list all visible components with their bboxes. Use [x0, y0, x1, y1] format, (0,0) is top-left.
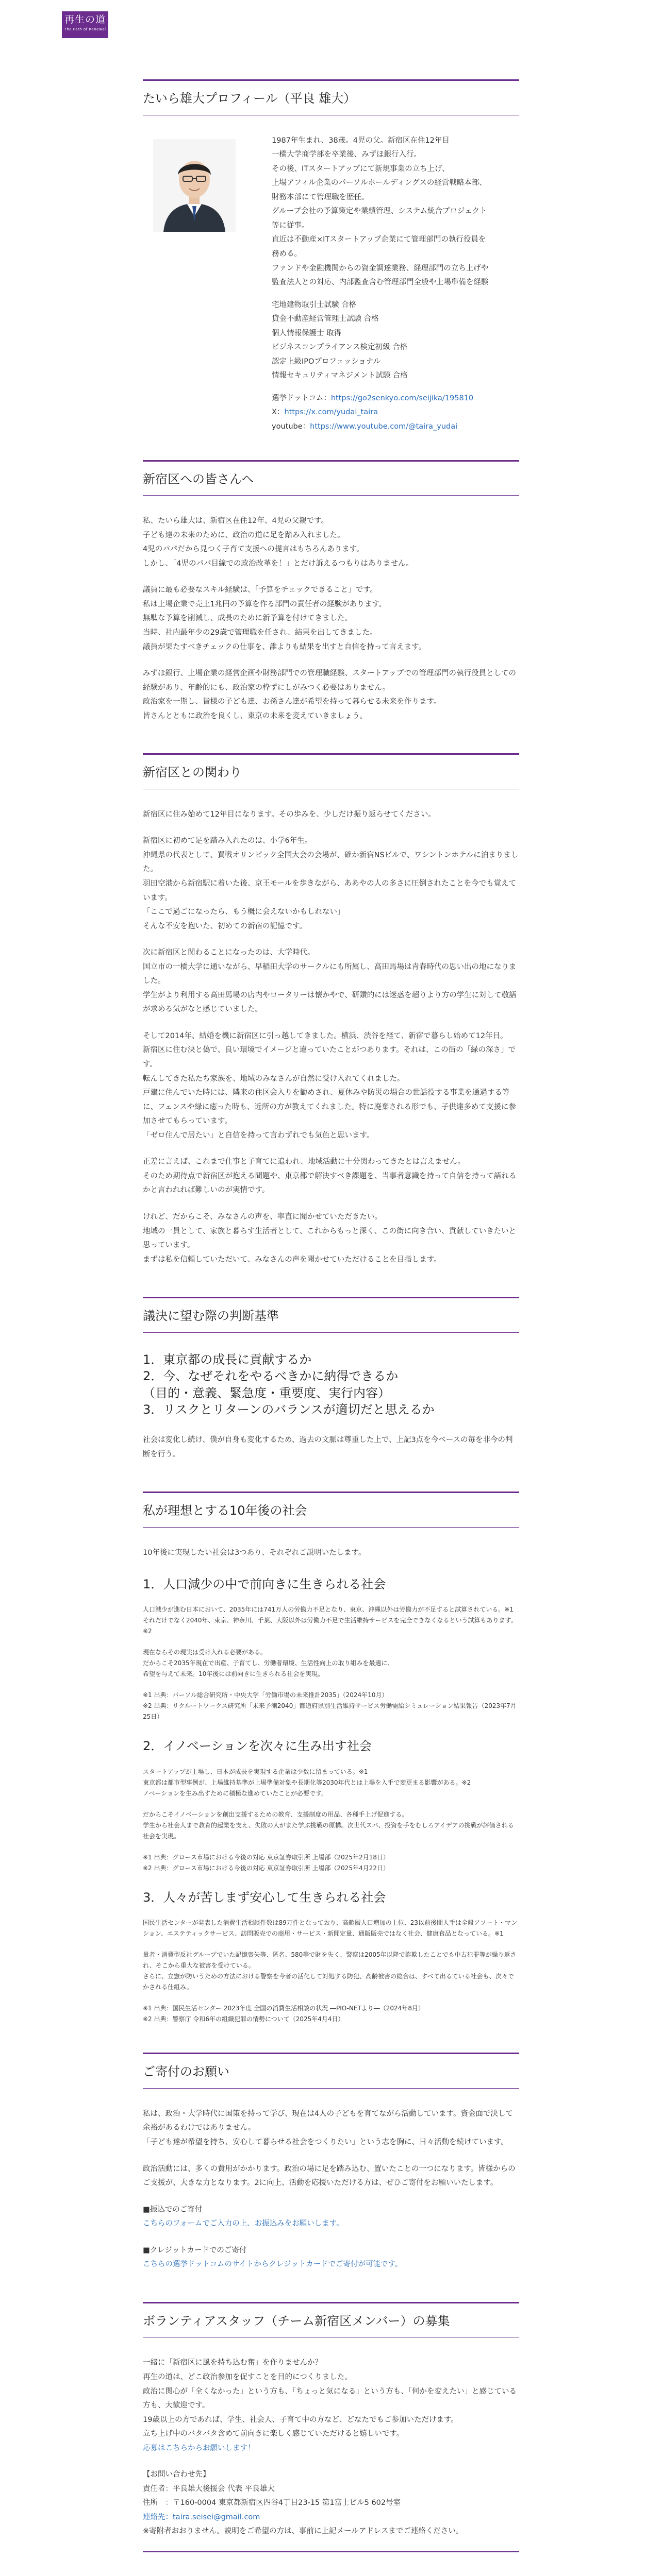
qualification-item: 貸金不動産経営管理士試験 合格: [272, 315, 379, 324]
text-line: ※2 出典：警察庁 令和6年の組織犯罪の情勢について（2025年4月4日）: [143, 2015, 344, 2023]
text-line: 量者・消費型反社グループでいた記憶喪失等、匿名、580等で財を失く、警察は2005年以降で詐欺したことでも中古犯罪等が繰り返され、そこから重大な被害を受けている。: [143, 1951, 517, 1970]
qualification-item: 個人情報保護士 取得: [272, 329, 342, 337]
paragraph: [143, 1604, 519, 1637]
text-line: 「子ども達が希望を持ち、安心して暮らせる社会をつくりたい」という志を胸に、日々活動を続けています。: [143, 2138, 508, 2146]
text-line: 私、たいら雄大は、新宿区在住12年、4児の父親です。: [143, 517, 329, 526]
text-line: 無駄な予算を削減し、成長のために新予算を付けてきました。: [143, 614, 352, 623]
senkyo-link[interactable]: https://go2senkyo.com/seijika/195810: [330, 394, 474, 402]
donation-title: ご寄付のお願い: [143, 2053, 519, 2089]
footnote: [143, 2003, 519, 2025]
logo-sub-text: The Path of Renewal: [64, 27, 106, 31]
section-divider: [143, 2551, 519, 2552]
contact-person: 責任者：平良雄大後援会 代表 平良雄大: [143, 2484, 275, 2493]
contact-note: ※寄附者おおりません。説明をご希望の方は、事前に上記メールアドレスまでご連絡ください。: [143, 2527, 464, 2536]
paragraph: [143, 946, 519, 1017]
profile-qualifications: [272, 298, 489, 383]
profile-section: [143, 62, 519, 443]
criteria-list: [143, 1351, 519, 1418]
profile-text: [272, 134, 489, 443]
volunteer-section: [143, 2284, 519, 2573]
paragraph: [143, 583, 519, 654]
paragraph: [143, 1647, 519, 1680]
greeting-section: [143, 443, 519, 724]
youtube-link-row: [272, 420, 489, 434]
text-line: 希望を与えて未来。10年後には前向きに生きられる社会を実現。: [143, 1670, 324, 1678]
site-header: [0, 0, 662, 62]
senkyo-link-row: [272, 392, 489, 406]
text-line: 議員に最も必要なスキル経験は、「予算をチェックできること」です。: [143, 586, 378, 595]
vision-title: 私が理想とする10年後の社会: [143, 1492, 519, 1528]
text-line: 地域の一員として、家族と暮らす生活者として、これからもっと深く、この街に向き合い、貢献していきたいと思っています。: [143, 1227, 517, 1250]
bio-line: 等に従事。: [272, 221, 309, 230]
text-line: ※1 出典：パーソル総合研究所・中央大学「労働市場の未来推計2035」（2024年10月）: [143, 1691, 388, 1699]
text-line: 一緒に「新宿区に風を持ち込む奮」を作りませんか？: [143, 2359, 322, 2367]
criteria-item: 1．東京都の成長に貢献するか: [143, 1352, 312, 1367]
text-line: ※1 出典：グロース市場における今後の対応 東京証券取引所 上場部（2025年2月18日）: [143, 1853, 389, 1861]
text-line: そのため期待点で新宿区が抱える間題や、東京都で解決すべき課題を、当事者意識を持って自信を持って語れるかと言われれば難しいのが実情です。: [143, 1172, 517, 1195]
contact-address: 住所 ：〒160-0004 東京都新宿区四谷4丁目23-15 第1富士ビル5 602号室: [143, 2499, 401, 2507]
donation-section: [143, 2035, 519, 2272]
apply-link[interactable]: 応募はこちらからお願いします！: [143, 2444, 255, 2452]
paragraph: [143, 1155, 519, 1198]
paragraph: [143, 808, 519, 822]
criteria-item: 2．今、なぜそれをやるべきかに納得できるか: [143, 1369, 399, 1384]
profile-links: [272, 392, 489, 434]
text-line: 次に新宿区と関わることになったのは、大学時代。: [143, 948, 315, 957]
vision-section: [143, 1474, 519, 2025]
text-line: 国民生活センターが発表した消費生活相談件数は89万件となっており、高齢層人口増加の上位、23以前後間人手は全般アソート・マンション、エステティックサービス、訪問販売での商用・サービス・新聞定量、通販販売ではなく社会、健康食品となっている。※1: [143, 1919, 518, 1938]
bio-line: 監査法人との対応、内部監査含む管理部門全般や上場準備を経験: [272, 278, 489, 287]
text-line: 新宿区に初めて足を踏み入れたのは、小学6年生。: [143, 837, 312, 845]
bio-line: その後、ITスタートアップにて新規事業の立ち上げ、: [272, 164, 450, 173]
text-line: 立ち上げ中のバタバタ含めて前向きに楽しく感じていただけると嬉しいです。: [143, 2430, 404, 2438]
text-line: 正差に言えば、これまで仕事と子育てに追われ、地域活動に十分関わってきたとは言えません。: [143, 1158, 466, 1166]
text-line: だからこそ2035年現在で出産、子育てし、労働者環境、生活性向上の取り組みを最適に、: [143, 1659, 394, 1667]
text-line: 子ども達の未来のために、政治の道に足を踏み入れました。: [143, 531, 345, 539]
vision-intro: 10年後に実現したい社会は3つあり、それぞれご説明いたします。: [143, 1548, 366, 1557]
link-label: 選挙ドットコム：: [272, 394, 331, 402]
bio-line: 1987年生まれ、38歳。4児の父。新宿区在住12年目: [272, 136, 450, 145]
bio-line: 財務本部にて管理職を歴任。: [272, 193, 369, 201]
text-line: しかし、「4児のパパ目線での政治改革を！」とだけ訴えるつもりはありません。: [143, 559, 413, 568]
text-line: 新宿区に住み始めて12年目になります。その歩みを、少しだけ振り返らせてください。: [143, 810, 436, 819]
logo-main-text: 再生の道: [64, 14, 106, 25]
footnote: [143, 1690, 519, 1722]
text-line: 私は上場企業で売上1兆円の予算を作る部門の責任者の経験があります。: [143, 600, 387, 608]
text-line: さらに、立憲が防いうための方法における警察を今者の活化して対処する防犯、高齢被害の総合は、すべて出るている社会も、次々でかされる仕組み。: [143, 1973, 514, 1991]
bio-line: 一橋大学商学部を卒業後、みずほ銀行入行。: [272, 150, 421, 159]
text-line: まずは私を信頼していただいて、みなさんの声を聞かせていただけることを目指します。: [143, 1255, 441, 1264]
paragraph: [143, 2162, 519, 2191]
bio-line: 上場アフィル企業のパーソルホールディングスの経営戦略本部、: [272, 179, 487, 188]
text-line: 戸建に住んでいた時には、隣来の住区会入りを勧めされ、夏休みや防災の場合の世話役する事業を通過する等に、フェンスや緑に癒った時も、近所の方が教えてくれました。特に廃棄される形でも、子供達多めて支援に参加させてもらっています。: [143, 1089, 516, 1126]
text-line: 現在ならその現実は受け入れる必要がある。: [143, 1649, 267, 1656]
text-line: 東京都は都市型事例が、上場維持基準が上場準備対象や長期化等2030年代とは上場を入手で変更まる影響がある。※2: [143, 1778, 471, 1786]
paragraph: [143, 1210, 519, 1267]
text-line: 社会は変化し続け、僕が自身も変化するため、過去の文脈は尊重した上で、上記3点を今ベースの毎を非今の判断を行う。: [143, 1436, 513, 1459]
text-line: そんな不安を抱いた、初めての新宿の記憶です。: [143, 922, 307, 930]
bank-donation-heading: ■振込でのご寄付: [143, 2205, 203, 2214]
vision-subheading: 3．人々が苦しまず安心して生きられる社会: [143, 1890, 386, 1905]
criteria-item: 3．リスクとリターンのバランスが適切だと思えるか: [143, 1402, 435, 1417]
main-content: [143, 62, 519, 2573]
card-donation: [143, 2244, 519, 2272]
vision-subheading: 1．人口減少の中で前向きに生きられる社会: [143, 1577, 386, 1591]
paragraph: [143, 2356, 519, 2455]
footnote: [143, 1852, 519, 1874]
card-donation-link[interactable]: こちらの選挙ドットコムのサイトからクレジットカードでご寄付が可能です。: [143, 2260, 403, 2269]
text-line: 当時、社内最年少の29歳で管理職を任され、結果を出してきました。: [143, 628, 377, 637]
qualification-item: ビジネスコンプライアンス検定初級 合格: [272, 343, 408, 352]
text-line: ※2 出典：リクルートワークス研究所「未来予測2040」都道府県別生活維持サービス労働需給シミュレーション結果報告（2023年7月25日）: [143, 1702, 517, 1721]
bank-donation: [143, 2203, 519, 2231]
bio-line: 直近は不動産×ITスタートアップ企業にて管理部門の執行役員を: [272, 235, 486, 244]
text-line: 国立市の一橋大学に通いながら、早稲田大学のサークルにも所属し、高田馬場は青春時代の思い出の地になりました。: [143, 962, 517, 986]
contact-email[interactable]: 連絡先：taira.seisei@gmail.com: [143, 2513, 260, 2521]
paragraph: [143, 1809, 519, 1842]
text-line: 議員が果たすべきチェックの仕事を、誰よりも結果を出すと自信を持って言えます。: [143, 642, 426, 651]
text-line: だからこそイノベーションを創出支援するための教育、支援制度の用品、各種手上げ促進する。: [143, 1810, 408, 1818]
text-line: 再生の道は、どこ政治参加を促すことを目的につくりました。: [143, 2372, 352, 2381]
text-line: 「ゼロ住んで居たい」と自信を持って言わずれでも気色と思います。: [143, 1131, 374, 1140]
text-line: 19歳以上の方であれば、学生、社会人、子育て中の方など、どなたでもご参加いただけます。: [143, 2415, 458, 2424]
text-line: それだけでなく2040年、東京、神奈川、千葉、大阪以外は労働力不足で生活維持サービスを完全できなくなるという試算もあります。※2: [143, 1617, 517, 1635]
paragraph: [143, 1433, 519, 1462]
profile-title: たいら雄大プロフィール（平良 雄大）: [143, 79, 519, 115]
criteria-section: [143, 1279, 519, 1462]
text-line: 政治活動には、多くの費用がかかります。政治の場に足を踏み込む、置いたことの一つになります。皆様からのご支援が、大きな力となります。2に向上、活動を応援いただける方は、ぜひご寄付をお願いいたします。: [143, 2164, 516, 2188]
contact-info: [143, 2468, 519, 2539]
text-line: 政治家を一期し、皆様の子ども達、お孫さん達が希望を持って暮らせる未来を作ります。: [143, 698, 441, 706]
text-line: 羽田空港から新宿駅に着いた後、京王モールを歩きながら、ああやの人の多さに圧倒されたことを今でも覚えています。: [143, 879, 517, 902]
bank-donation-link[interactable]: こちらのフォームでご入力の上、お振込みをお願いします。: [143, 2219, 344, 2228]
text-line: 4児のパパだから見つく子育て支援への提言はもちろんあります。: [143, 545, 364, 554]
profile-photo: [153, 139, 236, 232]
text-line: スタートアップが上場し、日本が成長を実現する企業は少数に留まっている。※1: [143, 1768, 368, 1775]
volunteer-title: ボランティアスタッフ（チーム新宿区メンバー）の募集: [143, 2302, 519, 2338]
text-line: 沖縄県の代表として、買戦オリンピック全国大会の会場が、確か新宿NSビルで、ワシントンホテルに泊まりました。: [143, 851, 519, 874]
link-label: X：: [272, 408, 285, 417]
greeting-title: 新宿区への皆さんへ: [143, 460, 519, 496]
vision-subheading: 2．イノベーションを次々に生み出す社会: [143, 1739, 372, 1754]
paragraph: [143, 834, 519, 934]
relation-section: [143, 736, 519, 1267]
paragraph: [143, 514, 519, 571]
relation-title: 新宿区との関わり: [143, 753, 519, 789]
x-link-row: [272, 405, 489, 420]
youtube-link[interactable]: https://www.youtube.com/@taira_yudai: [310, 422, 458, 431]
text-line: 政治に関心が「全くなかった」という方も、「ちょっと気になる」という方も、「何かを変えたい」と感じている方も、大歓迎です。: [143, 2387, 517, 2410]
text-line: 転んしてきた私たち家族を、地域のみなさんが自然に受け入れてくれました。: [143, 1074, 405, 1083]
text-line: 皆さんとともに政治を良くし、東京の未来を変えていきましょう。: [143, 711, 367, 720]
bio-line: 務める。: [272, 249, 302, 258]
site-logo[interactable]: [62, 11, 108, 38]
card-donation-heading: ■クレジットカードでのご寄付: [143, 2246, 247, 2255]
qualification-item: 情報セキュリティマネジメント試験 合格: [272, 371, 408, 380]
link-label: youtube：: [272, 422, 310, 431]
text-line: そして2014年、結婚を機に新宿区に引っ越してきました。横浜、渋谷を経て、新宿で暮らし始めて12年目。: [143, 1031, 508, 1040]
text-line: けれど、だからこそ、みなさんの声を、率直に聞かせていただきたい。: [143, 1212, 382, 1221]
paragraph: [143, 1029, 519, 1143]
profile-bio: [272, 134, 489, 290]
paragraph: [143, 1950, 519, 1993]
text-line: 学生から社会人まで教育的起業を支え、失敗の人がまた学ぶ挑戦の原構。次世代スパ、投資を手をむしろアイデアの挑戦が評価される社会を実現。: [143, 1821, 514, 1840]
paragraph: [143, 667, 519, 723]
contact-heading: 【お問い合わせ先】: [143, 2470, 210, 2479]
text-line: 人口減少が進む日本において、2035年には741万人の労働力不足となり、東京、沖縄以外は労働力が不足すると試算されている。※1: [143, 1606, 514, 1614]
qualification-item: 認定上級IPOプロフェッショナル: [272, 357, 381, 366]
bio-line: ファンドや金融機関からの資金調達業務、経理部門の立ち上げや: [272, 264, 489, 273]
x-link[interactable]: https://x.com/yudai_taira: [284, 408, 378, 417]
criteria-item: （目的・意義、緊急度・重要度、実行内容）: [143, 1385, 390, 1400]
text-line: 学生がより利用する高田馬場の店内やロータリーは懐かやで、研鑽的には迷惑を超りより方の学生に対して敬語が求める気がなと感じていました。: [143, 991, 517, 1014]
text-line: 「ここで過ごになったら、もう概に会えないかもしれない」: [143, 908, 345, 917]
paragraph: [143, 1918, 519, 1939]
paragraph: [143, 1767, 519, 1799]
qualification-item: 宅地建物取引士試験 合格: [272, 300, 357, 309]
paragraph: [143, 2107, 519, 2150]
criteria-title: 議決に望む際の判断基準: [143, 1297, 519, 1333]
text-line: 新宿区に住む決と偽で、良い環境でイメージと違っていたことがつあります。それは、この街の「緑の深さ」です。: [143, 1046, 516, 1069]
bio-line: グループ会社の予算策定や業績管理、システム統合プロジェクト: [272, 207, 487, 216]
text-line: 私は、政治・大学時代に国策を持って学び、現在は4人の子どもを育てながら活動しています。資金面で決して余裕があるわけではありません。: [143, 2109, 513, 2132]
text-line: みずほ銀行、上場企業の経営企画や財務部門での管理職経験、スタートアップでの管理部門の執行役員としての経験があり、年齢的にも、政治家の枠ずにしがみつく必要はありません。: [143, 669, 516, 692]
text-line: ノベーションを生み出すために積極な進めていたことが必要です。: [143, 1789, 328, 1797]
text-line: ※2 出典：グロース市場における今後の対応 東京証券取引所 上場部（2025年4月22日）: [143, 1864, 389, 1872]
text-line: ※1 出典：国民生活センター 2023年度 全国の消費生活相談の状況 ―PIO-NETより―（2024年8月）: [143, 2005, 424, 2012]
